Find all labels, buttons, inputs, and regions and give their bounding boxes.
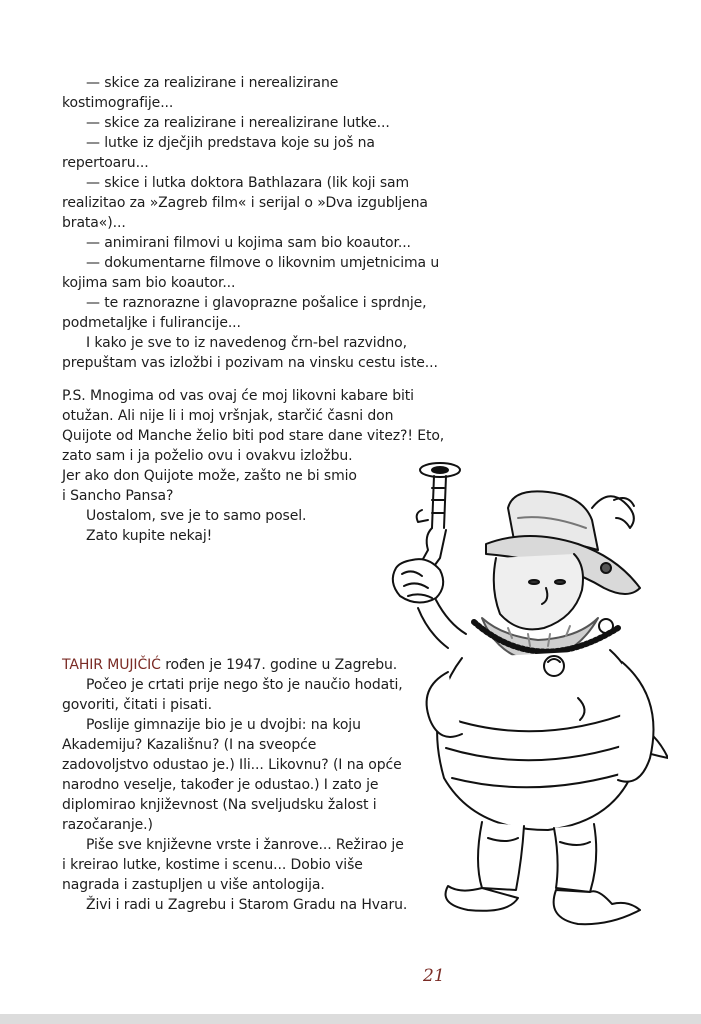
ps-line: otužan. Ali nije li i moj vršnjak, starčić časni don — [62, 408, 394, 424]
sancho-panza-caricature — [378, 458, 668, 943]
bio-line: nagrada i zastupljen u više antologija. — [62, 877, 325, 893]
list-line: — skice za realizirane i nerealizirane — [86, 75, 339, 91]
list-line: — animirani filmovi u kojima sam bio koautor... — [86, 235, 411, 251]
list-line: I kako je sve to iz navedenog črn-bel razvidno, — [86, 335, 407, 351]
hand-illustration — [393, 559, 466, 648]
legs-illustration — [446, 822, 641, 924]
bio-line: Akademiju? Kazališnu? (I na sveopće — [62, 737, 317, 753]
bio-line: diplomirao književnost (Na sveljudsku žalost i — [62, 797, 377, 813]
bio-line: Počeo je crtati prije nego što je naučio hodati, — [86, 677, 403, 693]
list-line: — te raznorazne i glavoprazne pošalice i sprdnje, — [86, 295, 427, 311]
earring-illustration — [599, 619, 613, 633]
bio-line: Poslije gimnazije bio je u dvojbi: na koju — [86, 717, 361, 733]
list-line: kojima sam bio koautor... — [62, 275, 236, 291]
list-line: — dokumentarne filmove o likovnim umjetnicima u — [86, 255, 440, 271]
bio-line: Živi i radi u Zagrebu i Starom Gradu na Hvaru. — [86, 897, 408, 913]
author-name: TAHIR MUJIČIĆ — [62, 657, 161, 673]
ps-line: zato sam i ja poželio ovu i ovakvu izložbu. — [62, 448, 353, 464]
bio-first-line — [62, 655, 412, 675]
ps-line: i Sancho Pansa? — [62, 488, 174, 504]
bio-line: rođen je 1947. godine u Zagrebu. — [160, 657, 398, 673]
bio-line: narodno veselje, također je odustao.) I zato je — [62, 777, 379, 793]
list-line: — lutke iz dječjih predstava koje su još na — [86, 135, 375, 151]
list-line: repertoaru... — [62, 155, 149, 171]
bio-line: zadovoljstvo odustao je.) Ili... Likovnu? (I na opće — [62, 757, 402, 773]
ps-line: Zato kupite nekaj! — [86, 528, 213, 544]
bio-line: i kreirao lutke, kostime i scenu... Dobio više — [62, 857, 363, 873]
ps-line: P.S. Mnogima od vas ovaj će moj likovni kabare biti — [62, 388, 414, 404]
list-line: — skice i lutka doktora Bathlazara (lik koji sam — [86, 175, 410, 191]
page-bottom-edge — [0, 1014, 701, 1024]
list-line: prepuštam vas izložbi i pozivam na vinsku cestu iste... — [62, 355, 438, 371]
ps-line: Jer ako don Quijote može, zašto ne bi smio — [62, 468, 357, 484]
list-line: kostimografije... — [62, 95, 174, 111]
bio-line: razočaranje.) — [62, 817, 153, 833]
bio-line: govoriti, čitati i pisati. — [62, 697, 212, 713]
list-line: podmetaljke i fulirancije... — [62, 315, 241, 331]
ps-line: Uostalom, sve je to samo posel. — [86, 508, 307, 524]
ps-line: Quijote od Manche želio biti pod stare dane vitez?! Eto, — [62, 428, 445, 444]
author-bio — [62, 655, 412, 915]
list-line: realizitao za »Zagreb film« i serijal o »Dva izgubljena — [62, 195, 428, 211]
list-line: brata«)... — [62, 215, 126, 231]
exhibition-contents-list — [62, 73, 447, 373]
page-number: 21 — [423, 966, 445, 986]
bio-line: Piše sve književne vrste i žanrove... Režirao je — [86, 837, 404, 853]
list-line: — skice za realizirane i nerealizirane lutke... — [86, 115, 390, 131]
